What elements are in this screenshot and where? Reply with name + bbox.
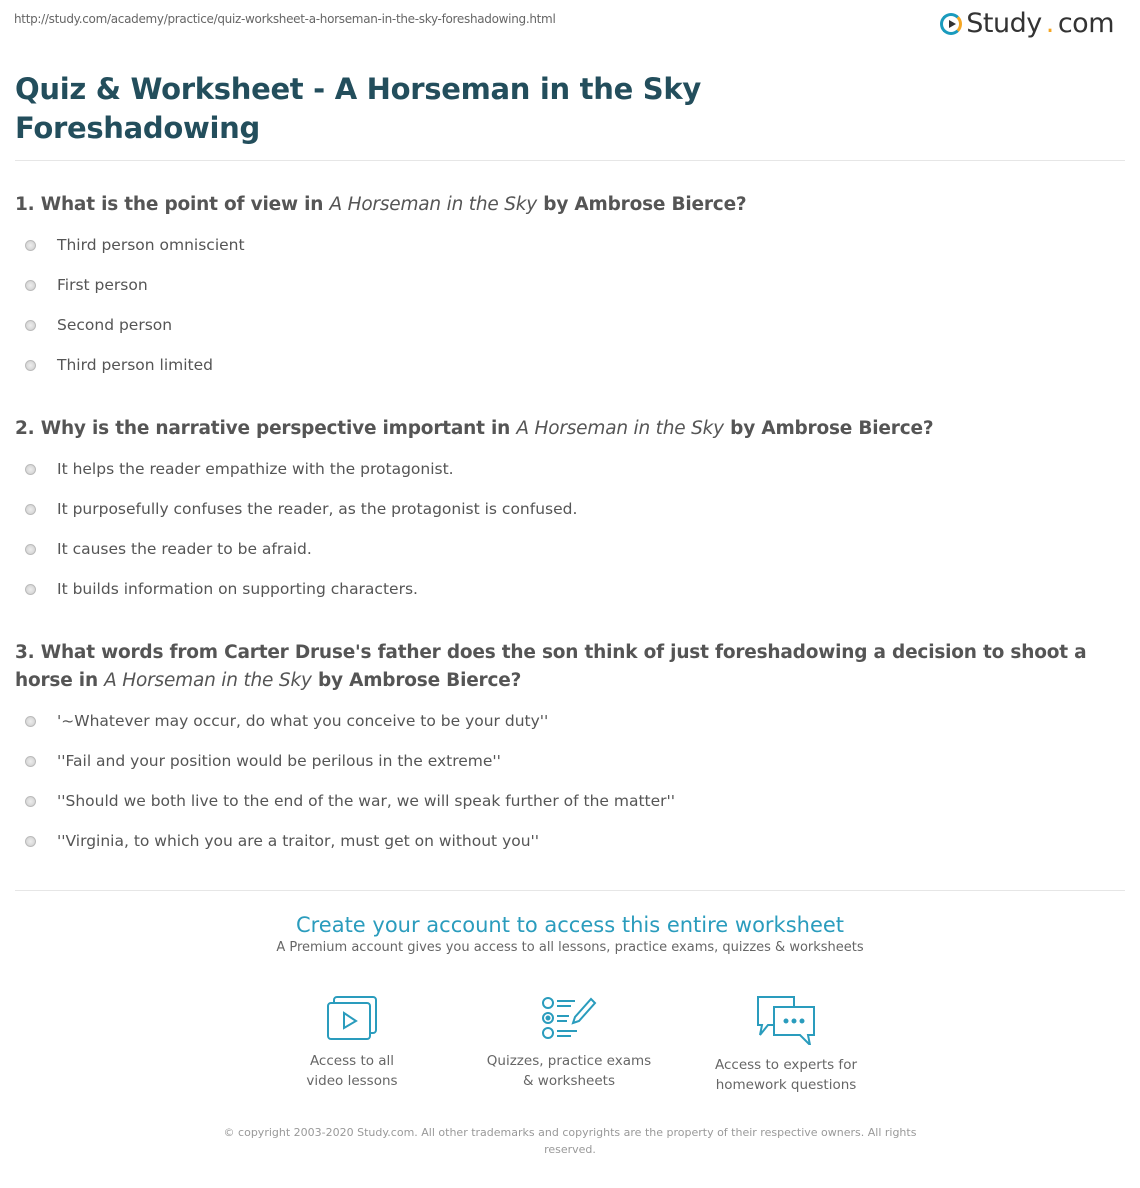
question-prefix: 1. What is the point of view in <box>15 194 330 215</box>
feature-quizzes <box>469 995 669 1091</box>
answer-option[interactable] <box>15 781 1130 821</box>
answer-label: Third person omniscient <box>57 236 245 254</box>
answer-label: It causes the reader to be afraid. <box>57 540 312 558</box>
answer-label: '~Whatever may occur, do what you conceive to be your duty'' <box>57 712 549 730</box>
logo-text: Study <box>966 8 1042 39</box>
cta-subtitle: A Premium account gives you access to all lessons, practice exams, quizzes & worksheets <box>276 940 864 955</box>
feature-line: Quizzes, practice exams <box>486 1053 652 1069</box>
answer-option[interactable] <box>15 821 1130 861</box>
feature-line: & worksheets <box>522 1073 615 1089</box>
answer-option[interactable] <box>15 225 1130 265</box>
answer-label: It helps the reader empathize with the protagonist. <box>57 460 454 478</box>
question-prefix: 3. What words from Carter Druse's father does the son think of just foreshadowing a decision to shoot a horse in <box>15 642 1087 691</box>
question-text <box>15 415 1130 443</box>
radio-button[interactable] <box>25 240 36 251</box>
question-suffix: by Ambrose Bierce? <box>723 418 934 439</box>
answer-option[interactable] <box>15 449 1130 489</box>
answer-option[interactable] <box>15 701 1130 741</box>
answer-label: First person <box>57 276 148 294</box>
play-logo-icon <box>940 13 962 35</box>
answer-label: It builds information on supporting characters. <box>57 580 418 598</box>
question-text <box>15 639 1130 695</box>
answer-label: Second person <box>57 316 173 334</box>
answer-option[interactable] <box>15 741 1130 781</box>
radio-button[interactable] <box>25 504 36 515</box>
question-text <box>15 191 1130 219</box>
radio-button[interactable] <box>25 464 36 475</box>
feature-line: homework questions <box>715 1077 857 1093</box>
question-suffix: by Ambrose Bierce? <box>311 670 522 691</box>
feature-video-lessons <box>252 995 452 1091</box>
story-title: A Horseman in the Sky <box>329 194 538 215</box>
story-title: A Horseman in the Sky <box>104 670 312 691</box>
feature-line: Access to experts for <box>714 1057 857 1073</box>
answer-label: ''Virginia, to which you are a traitor, must get on without you'' <box>57 832 540 850</box>
story-title: A Horseman in the Sky <box>516 418 724 439</box>
answer-label: It purposefully confuses the reader, as the protagonist is confused. <box>57 500 578 518</box>
logo-tld: com <box>1057 8 1114 39</box>
divider <box>15 160 1125 161</box>
answer-option[interactable] <box>15 345 1130 385</box>
answer-option[interactable] <box>15 569 1130 609</box>
question-prefix: 2. Why is the narrative perspective important in <box>15 418 517 439</box>
radio-button[interactable] <box>25 756 36 767</box>
study-logo[interactable] <box>940 8 1114 39</box>
answer-option[interactable] <box>15 305 1130 345</box>
answer-option[interactable] <box>15 529 1130 569</box>
radio-button[interactable] <box>25 836 36 847</box>
chat-bubbles-icon <box>754 995 818 1045</box>
quiz-checklist-icon <box>541 995 597 1041</box>
answer-option[interactable] <box>15 265 1130 305</box>
cta-section <box>0 913 1140 955</box>
question-1 <box>15 191 1130 385</box>
question-3 <box>15 639 1130 861</box>
radio-button[interactable] <box>25 360 36 371</box>
page-url: http://study.com/academy/practice/quiz-worksheet-a-horseman-in-the-sky-foreshadowing.html <box>14 12 556 26</box>
question-suffix: by Ambrose Bierce? <box>537 194 747 215</box>
answer-label: ''Fail and your position would be perilous in the extreme'' <box>57 752 501 770</box>
divider <box>15 890 1125 891</box>
logo-dot: . <box>1045 8 1054 39</box>
create-account-link[interactable]: Create your account to access this entire worksheet <box>295 913 845 937</box>
page-title: Quiz & Worksheet - A Horseman in the Sky Foreshadowing <box>15 72 701 145</box>
answer-label: ''Should we both live to the end of the war, we will speak further of the matter'' <box>57 792 676 810</box>
feature-line: video lessons <box>306 1073 398 1089</box>
radio-button[interactable] <box>25 280 36 291</box>
radio-button[interactable] <box>25 584 36 595</box>
radio-button[interactable] <box>25 544 36 555</box>
feature-line: Access to all <box>309 1053 395 1069</box>
feature-experts <box>686 995 886 1095</box>
answer-label: Third person limited <box>57 356 213 374</box>
answer-option[interactable] <box>15 489 1130 529</box>
radio-button[interactable] <box>25 716 36 727</box>
radio-button[interactable] <box>25 796 36 807</box>
video-lessons-icon <box>326 995 378 1041</box>
radio-button[interactable] <box>25 320 36 331</box>
copyright: © copyright 2003-2020 Study.com. All other trademarks and copyrights are the property of their respective owners. All rights reserved. <box>223 1126 917 1156</box>
question-2 <box>15 415 1130 609</box>
